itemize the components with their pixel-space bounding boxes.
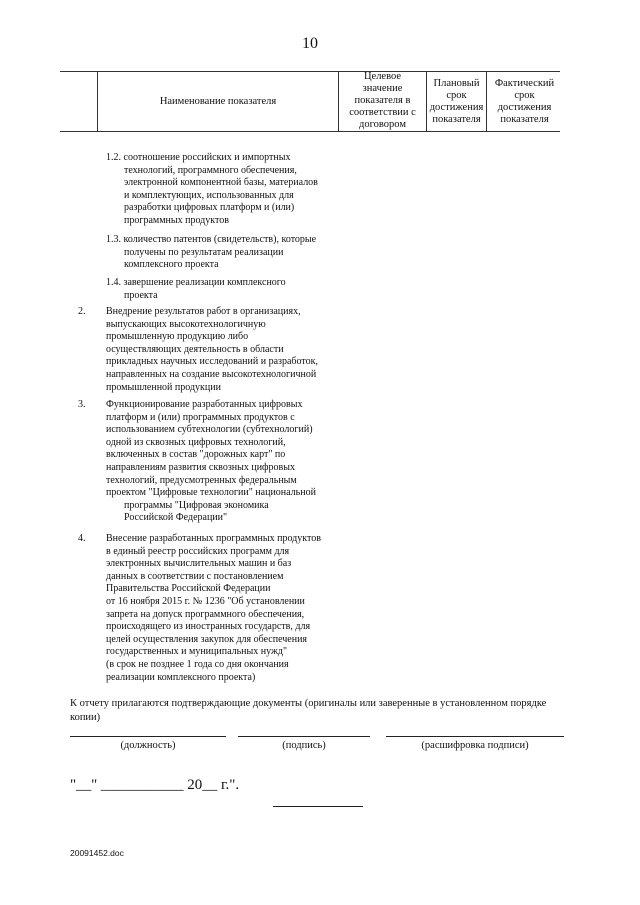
indicator-2: Внедрение результатов работ в организациях, выпускающих высокотехнологичную промышленную продукцию либо осуществляющих деятельность в области прикладных научных исследований и разработок, направленных на создание высокотехнологичной промышленной продукции — [106, 306, 318, 393]
signature-label: (подпись) — [282, 740, 326, 751]
position-line — [70, 736, 226, 737]
page-number: 10 — [302, 35, 318, 52]
table-header-top-rule — [60, 71, 560, 72]
indicator-1-4: 1.4. завершение реализации комплексного проекта — [106, 277, 286, 301]
closing-rule — [273, 806, 363, 807]
header-actual-date: Фактический срок достижения показателя — [494, 78, 555, 125]
table-header-bottom-rule — [60, 131, 560, 132]
indicator-1-3: 1.3. количество патентов (свидетельств), которые получены по результатам реализации комплексного проекта — [106, 234, 317, 271]
header-planned-date: Плановый срок достижения показателя — [429, 78, 484, 125]
indicator-1-2: 1.2. соотношение российских и импортных технологий, программного обеспечения, электронной компонентной базы, материалов и комплектующих, использованных для разработки цифровых платформ и (или) программных продуктов — [106, 152, 318, 226]
signature-line — [238, 736, 370, 737]
date-line: "__" ___________ 20__ г.". — [70, 777, 240, 793]
header-indicator-name: Наименование показателя — [159, 96, 277, 107]
footer-doc-code: 20091452.doc — [70, 848, 124, 858]
item-number-2: 2. — [78, 306, 86, 317]
attachment-note: К отчету прилагаются подтверждающие документы (оригиналы или заверенные в установленном порядке копии) — [70, 698, 547, 723]
indicator-3: Функционирование разработанных цифровых платформ и (или) программных продуктов с использованием субтехнологии (субтехнологий) одной из сквозных цифровых технологий, включенных в состав "дорожных карт" по направлениям развития сквозных цифровых технологий, предусмотренных федеральным проектом "Цифровые технологии" национальной программы "Цифровая экономика Российской Федерации" — [106, 399, 316, 524]
name-label: (расшифровка подписи) — [421, 740, 529, 751]
item-number-3: 3. — [78, 399, 86, 410]
position-label: (должность) — [120, 740, 176, 751]
header-target-value: Целевое значение показателя в соответствии с договором — [349, 71, 416, 130]
item-number-4: 4. — [78, 533, 86, 544]
indicator-4: Внесение разработанных программных продуктов в единый реестр российских программ для электронных вычислительных машин и баз данных в соответствии с постановлением Правительства Российской Федерации от 16 ноября 2015 г. № 1236 "Об установлении запрета на допуск программного обеспечения, происходящего из иностранных государств, для целей осуществления закупок для обеспечения государственных и муниципальных нужд" (в срок не позднее 1 года со дня окончания реализации комплексного проекта) — [106, 533, 321, 683]
name-line — [386, 736, 564, 737]
